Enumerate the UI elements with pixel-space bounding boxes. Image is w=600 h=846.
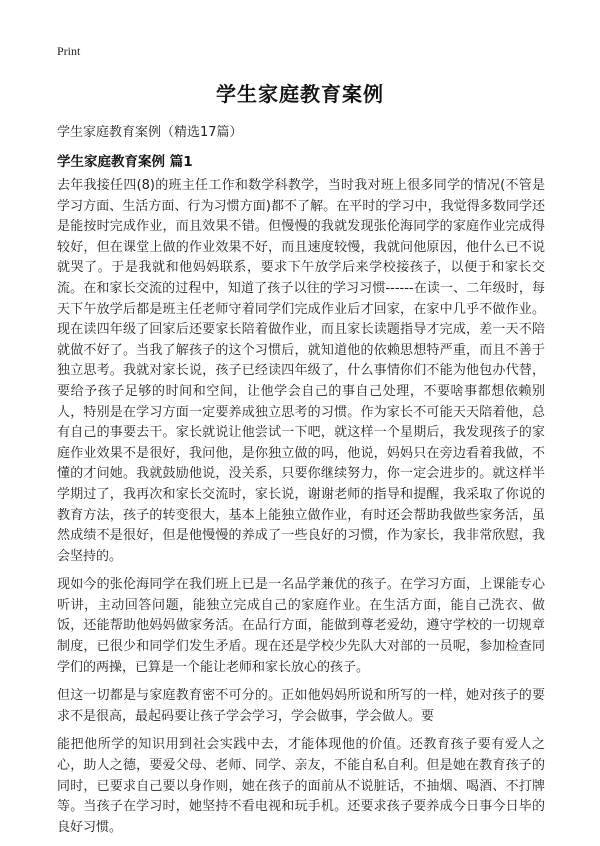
paragraph-1: 去年我接任四(8)的班主任工作和数学科教学，当时我对班上很多同学的情况(不管是学习方面、生活方面、行为习惯方面)都不了解。在平时的学习中，我觉得多数同学还是能按时完成作业，而且效果不错。但慢慢的我就发现张伦海同学的家庭作业完成得较好，但在课堂上做的作业效果不好，而且速度较慢，我就问他原因，他什么已不说就哭了。于是我就和他妈妈联系，要求下午放学后来学校接孩子，以便于和家长交流。在和家长交流的过程中，知道了孩子以往的学习习惯------在读一、二年级时，每天下午放学后都是班主任老师守着同学们完成作业后才回家，在家中几乎不做作业。现在读四年级了回家后还要家长陪着做作业，而且家长读题指导才完成，差一天不陪就做不好了。当我了解孩子的这个习惯后，就知道他的依赖思想特严重，而且不善于独立思考。我就对家长说，孩子已经读四年级了，什么事情你们不能为他包办代替，要给予孩子足够的时间和空间，让他学会自己的事自己处理，不要啥事都想依赖别人，特别是在学习方面一定要养成独立思考的习惯。作为家长不可能天天陪着他，总有自己的事要去干。家长就说让他尝试一下吧，就这样一个星期后，我发现孩子的家庭作业效果不是很好，我问他，是你独立做的吗，他说，妈妈只在旁边看着我做，不懂的才问她。我就鼓励他说，没关系，只要你继续努力，你一定会进步的。就这样半学期过了，我再次和家长交流时，家长说，谢谢老师的指导和提醒，我采取了你说的教育方法，孩子的转变很大，基本上能独立做作业，有时还会帮助我做些家务活，虽然成绩不是很好，但是他慢慢的养成了一些良好的习惯，作为家长，我非常欣慰，我会坚持的。 [57,178,545,564]
paragraph-2: 现如今的张伦海同学在我们班上已是一名品学兼优的孩子。在学习方面，上课能专心听讲，主动回答问题，能独立完成自己的家庭作业。在生活方面，能自己洗衣、做饭，还能帮助他妈妈做家务活。在品行方面，能做到尊老爱幼，遵守学校的一切规章制度，已很少和同学们发生矛盾。现在还是学校少先队大对部的一员呢，参加检查同学们的两操，已算是一个能让老师和家长放心的孩子。 [57,577,545,675]
paragraph-3: 但这一切都是与家庭教育密不可分的。正如他妈妈所说和所写的一样，她对孩子的要求不是很高，最起码要让孩子学会学习，学会做事，学会做人。要 [57,688,545,724]
print-label: Print [57,44,81,58]
document-subtitle: 学生家庭教育案例（精选17篇） [57,125,243,140]
page-title: 学生家庭教育案例 [216,82,384,106]
article-body [57,176,545,846]
paragraph-4: 能把他所学的知识用到社会实践中去，才能体现他的价值。还教育孩子要有爱人之心，助人之德，要爱父母、老师、同学、亲友，不能自私自利。但是她在教育孩子的同时，已要求自己要以身作则，她在孩子的面前从不说脏话，不抽烟、喝酒、不打牌等。当孩子在学习时，她坚持不看电视和玩手机。还要求孩子要养成今日事今日毕的良好习惯。 [57,737,545,835]
section-heading: 学生家庭教育案例 篇1 [57,154,193,170]
